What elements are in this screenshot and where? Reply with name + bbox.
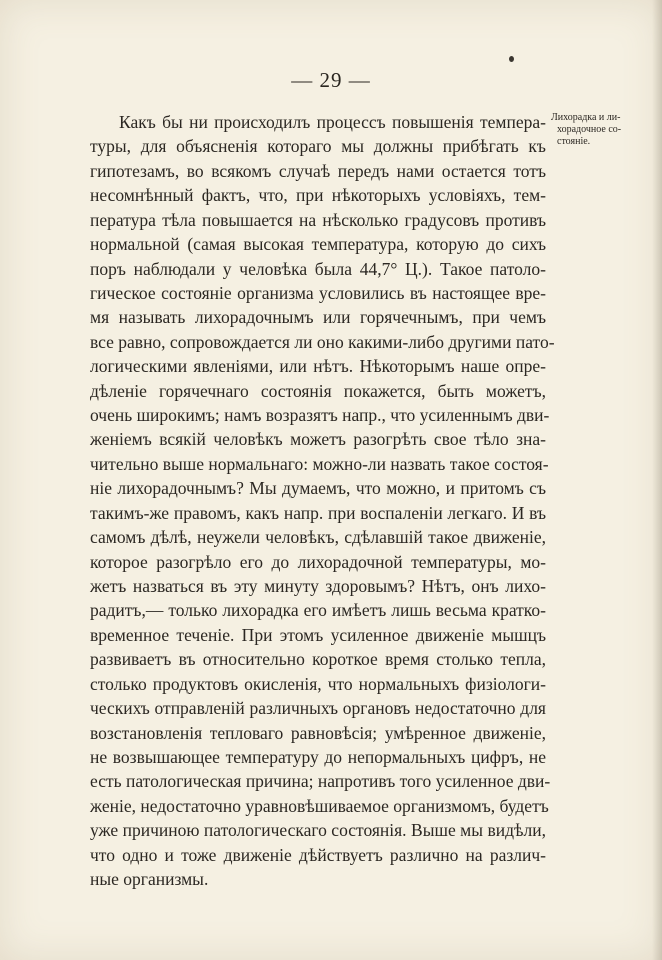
page-edge-shadow [652,0,662,960]
margin-note-line: хорадочное со- [557,124,622,135]
text-line: очень широкимъ; намъ возразятъ напр., что усиленнымъ дви- [90,405,550,426]
text-line: временное теченіе. При этомъ усиленное движеніе мышцъ [90,624,546,645]
text-line: что одно и тоже движеніе дѣйствуетъ различно на различ- [90,844,546,865]
text-line: такимъ-же правомъ, какъ напр. при воспаленіи легкаго. И въ [90,502,546,523]
text-line: ніе лихорадочнымъ? Мы думаемъ, что можно, и притомъ съ [90,478,546,499]
text-line: развиваетъ въ относительно короткое время столько тепла, [90,649,546,670]
text-line: которое разогрѣло его до лихорадочной температуры, мо- [90,551,546,572]
margin-note [551,112,659,148]
text-line: туры, для объясненія котораго мы должны прибѣгать къ [90,136,546,157]
margin-note-line: Лихорадка и ли- [551,112,621,123]
text-line: ческихъ отправленій различныхъ органовъ недостаточно для [90,698,546,719]
text-line: уже причиною патологическаго состоянія. Выше мы видѣли, [90,820,546,841]
page-number: — 29 — [291,68,371,92]
text-line: радитъ,— только лихорадка его имѣетъ лишь весьма кратко- [90,600,546,621]
text-line: самомъ дѣлѣ, неужели человѣкъ, сдѣлавшій такое движеніе, [90,527,546,548]
text-line: жетъ назваться въ эту минуту здоровымъ? Нѣтъ, онъ лихо- [90,576,546,597]
text-line: Какъ бы ни происходилъ процессъ повышенія темпера- [119,112,546,132]
text-line: несомнѣнный фактъ, что, при нѣкоторыхъ условіяхъ, тем- [90,185,546,206]
text-line: не возвышающее температуру до непормальныхъ цифръ, не [90,746,546,767]
text-line: возстановленія тепловаго равновѣсія; умѣренное движеніе, [90,722,546,743]
text-line: женіе, недостаточно уравновѣшиваемое организмомъ, будетъ [90,795,549,816]
body-paragraph [90,110,555,892]
ink-spot [509,56,514,62]
text-line: поръ наблюдали у человѣка была 44,7° Ц.). Такое патоло- [90,258,546,279]
text-line: мя называть лихорадочнымъ или горячечнымъ, при чемъ [90,307,546,328]
text-line: есть патологическая причина; напротивъ того усиленное дви- [90,771,551,792]
text-line: нормальной (самая высокая температура, которую до сихъ [90,234,546,255]
text-line: женіемъ всякій человѣкъ можетъ разогрѣть свое тѣло зна- [90,429,546,450]
text-line: гипотезамъ, во всякомъ случаѣ передъ нами остается тотъ [90,160,546,181]
text-line: чительно выше нормальнаго: можно-ли назвать такое состоя- [90,453,549,474]
text-line: ные организмы. [90,869,209,890]
margin-note-line: стояніе. [557,136,591,147]
text-line: пература тѣла повышается на нѣсколько градусовъ противъ [90,209,546,230]
text-line: логическими явленіями, или нѣтъ. Нѣкоторымъ наше опре- [90,356,546,377]
text-line: дѣленіе горячечнаго состоянія покажется, быть можетъ, [90,380,546,401]
text-line: все равно, сопровождается ли оно какими-либо другими пато- [90,331,555,352]
text-line: гическое состояніе организма условились въ настоящее вре- [90,282,546,303]
text-line: столько продуктовъ окисленія, что нормальныхъ физіологи- [90,673,546,694]
